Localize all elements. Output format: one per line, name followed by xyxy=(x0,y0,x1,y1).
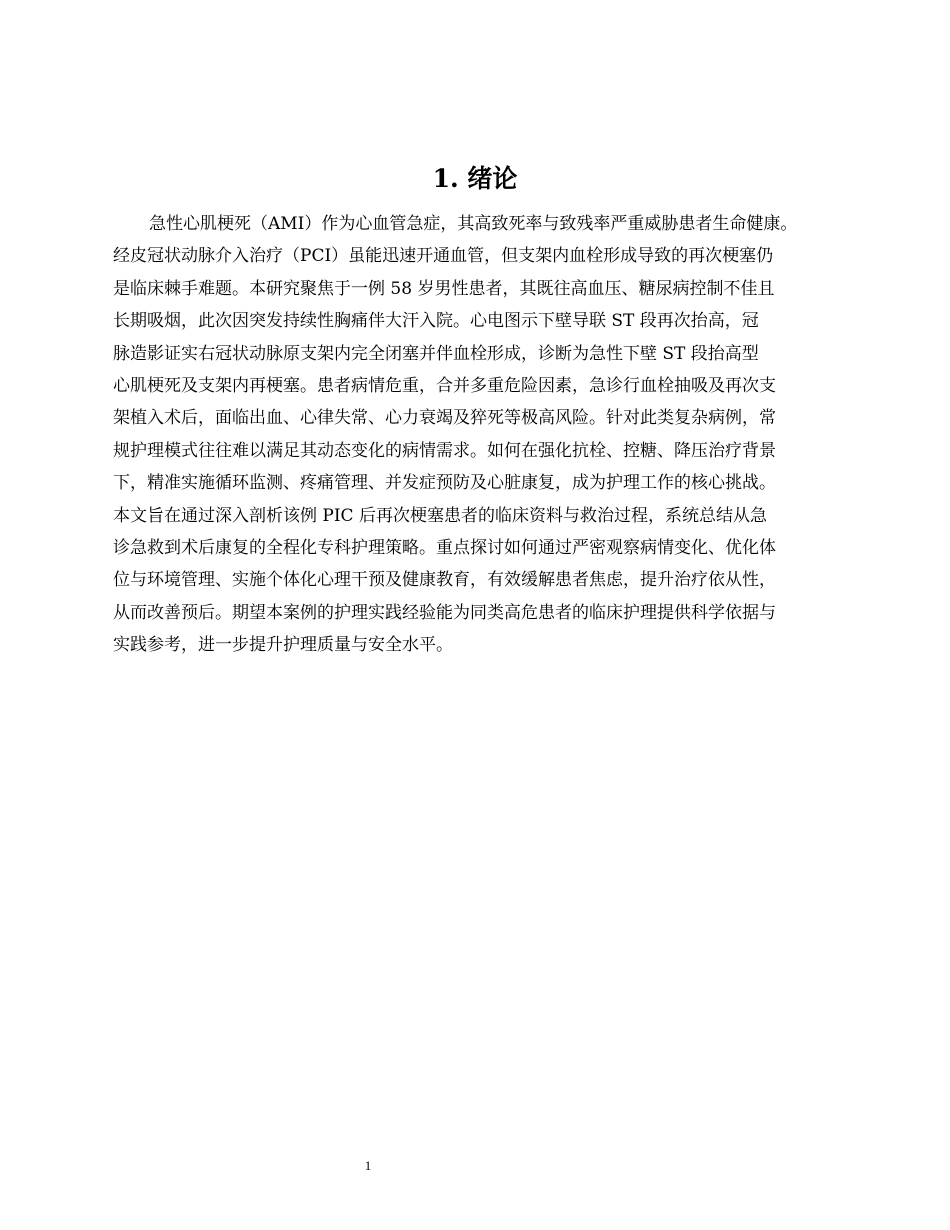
paragraph-line: 心肌梗死及支架内再梗塞。患者病情危重，合并多重危险因素，急诊行血栓抽吸及再次支 xyxy=(113,375,776,396)
paragraph-line: 长期吸烟，此次因突发持续性胸痛伴大汗入院。心电图示下壁导联 ST 段再次抬高，冠 xyxy=(113,311,759,332)
page-number: 1 xyxy=(364,1158,372,1173)
paragraph-line: 诊急救到术后康复的全程化专科护理策略。重点探讨如何通过严密观察病情变化、优化体 xyxy=(113,537,776,558)
paragraph-line: 下，精准实施循环监测、疼痛管理、并发症预防及心脏康复，成为护理工作的核心挑战。 xyxy=(113,473,776,494)
paragraph-line: 从而改善预后。期望本案例的护理实践经验能为同类高危患者的临床护理提供科学依据与 xyxy=(113,602,776,623)
paragraph-line: 急性心肌梗死（AMI）作为心血管急症，其高致死率与致残率严重威胁患者生命健康。 xyxy=(149,214,798,234)
paragraph-line: 架植入术后，面临出血、心律失常、心力衰竭及猝死等极高风险。针对此类复杂病例，常 xyxy=(113,408,776,429)
paragraph-line: 实践参考，进一步提升护理质量与安全水平。 xyxy=(113,635,453,656)
section-heading: 1. 绪论 xyxy=(432,164,518,193)
paragraph-line: 脉造影证实右冠状动脉原支架内完全闭塞并伴血栓形成，诊断为急性下壁 ST 段抬高型 xyxy=(113,343,759,364)
paragraph-line: 是临床棘手难题。本研究聚焦于一例 58 岁男性患者，其既往高血压、糖尿病控制不佳且 xyxy=(113,278,775,299)
paragraph-line: 本文旨在通过深入剖析该例 PIC 后再次梗塞患者的临床资料与救治过程，系统总结从急 xyxy=(113,505,767,526)
body-paragraph xyxy=(113,208,873,661)
paragraph-line: 规护理模式往往难以满足其动态变化的病情需求。如何在强化抗栓、控糖、降压治疗背景 xyxy=(113,440,776,461)
paragraph-line: 位与环境管理、实施个体化心理干预及健康教育，有效缓解患者焦虑，提升治疗依从性， xyxy=(113,570,776,591)
paragraph-line: 经皮冠状动脉介入治疗（PCI）虽能迅速开通血管，但支架内血栓形成导致的再次梗塞仍 xyxy=(113,246,774,267)
